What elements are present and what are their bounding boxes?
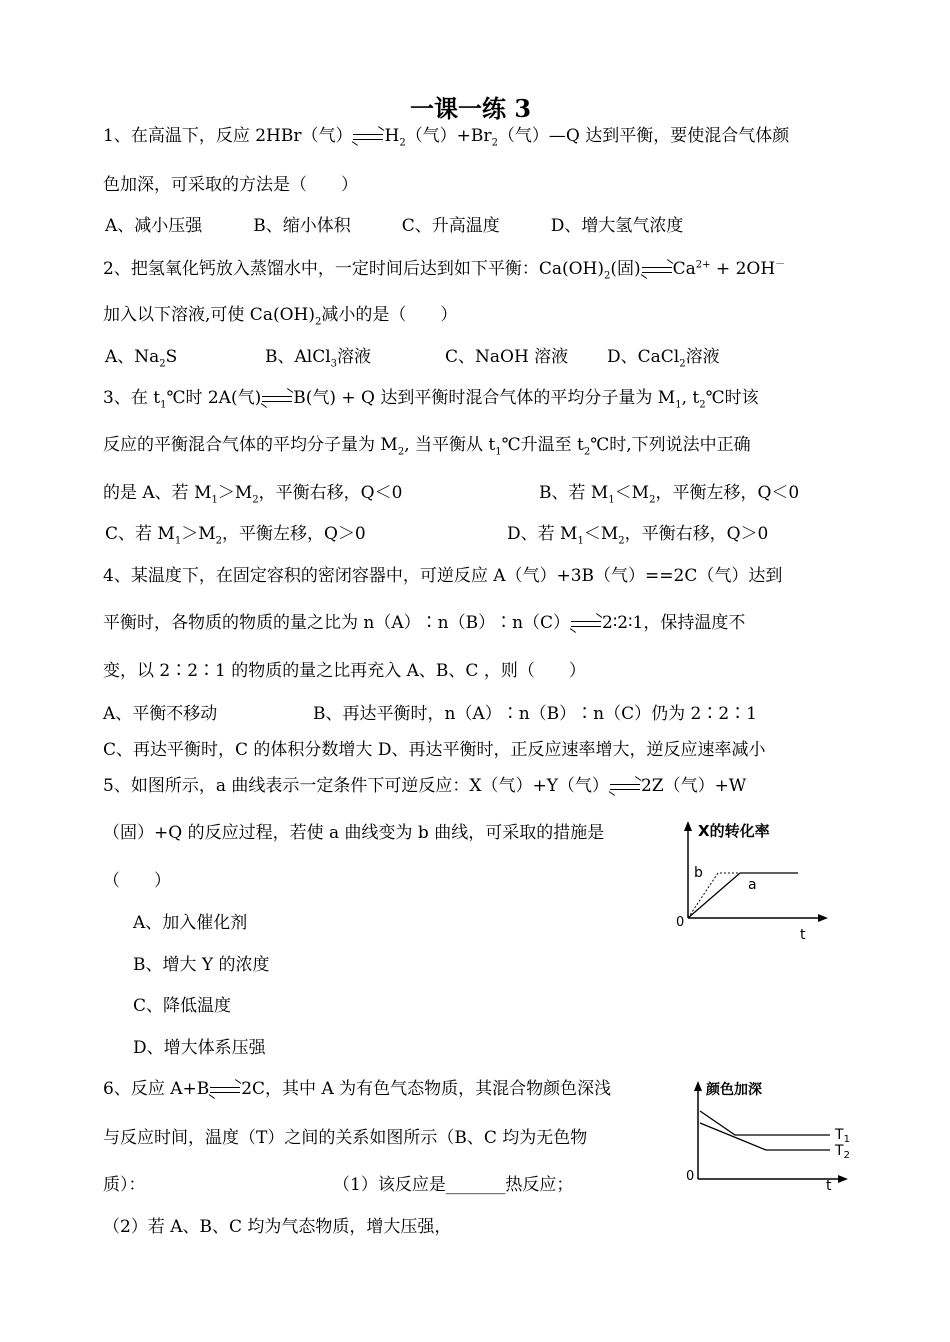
q3-line-3: 的是 A、若 $M_1>M_2$，平衡右移，Q＜0	[103, 483, 403, 506]
q3-line-1: 3、在 $t_1℃$时 2A(气) B(气) + Q 达到平衡时混合气体的平均分子量为 $M_1$, $t_2℃$时该	[103, 388, 759, 411]
graph-y-label: X的转化率	[698, 822, 770, 840]
y-axis-arrow-icon	[684, 821, 692, 831]
equilibrium-arrow-icon	[642, 264, 672, 276]
y-axis-arrow-icon	[694, 1081, 702, 1091]
q2-option-b: B、AlCl$_3$溶液	[265, 347, 372, 370]
graph-y-label: 颜色加深	[706, 1082, 762, 1098]
equilibrium-arrow-icon	[262, 393, 292, 405]
curve-a-label: a	[748, 877, 757, 893]
graph-x-label: t	[800, 927, 806, 943]
q2-line-1: 2、把氢氧化钙放入蒸馏水中，一定时间后达到如下平衡：$Ca(OH)_2$(固) $Ca^{2+} + 2OH^-$	[103, 259, 786, 282]
q6-color-graph	[680, 1074, 855, 1194]
q2-option-c: C、NaOH 溶液	[445, 347, 569, 367]
equilibrium-arrow-icon	[571, 618, 601, 630]
graph-origin-label: 0	[686, 1169, 695, 1184]
q5-line-3: （ ）	[103, 871, 171, 891]
q3-option-b: B、若 $M_1<M_2$，平衡左移，Q＜0	[539, 483, 800, 506]
q4-line-1: 4、某温度下，在固定容积的密闭容器中，可逆反应 A（气）+3B（气）==2C（气）达到	[103, 566, 783, 586]
q2-option-a: A、$Na_2S$	[105, 347, 178, 370]
q1-line-1: 1、在高温下，反应 2HBr（气） $H_2$（气）$+Br_2$（气）—Q 达到平衡，要使混合气体颜	[103, 126, 790, 149]
q3-line-2: 反应的平衡混合气体的平均分子量为 $M_2$, 当平衡从 $t_1℃$升温至 $t_2℃$时,下列说法中正确	[103, 435, 751, 458]
q4-line-2: 平衡时，各物质的物质的量之比为 n（A）∶n（B）∶n（C） 2∶2∶1，保持温度不	[103, 613, 746, 633]
q4-option-a: A、平衡不移动	[103, 704, 218, 724]
q4-option-b: B、再达平衡时，n（A）∶n（B）∶n（C）仍为 2∶2∶1	[313, 704, 757, 724]
q3-option-c: C、若 $M_1>M_2$，平衡左移，Q＞0	[105, 524, 366, 547]
q6-line-1: 6、反应 A+B 2C，其中 A 为有色气态物质，其混合物颜色深浅	[103, 1079, 612, 1099]
curve-b	[688, 873, 800, 918]
graph-x-label: t	[826, 1178, 832, 1194]
q5-line-2: （固）+Q 的反应过程，若使 a 曲线变为 b 曲线，可采取的措施是	[103, 823, 605, 843]
q4-line-3: 变，以 2∶2∶1 的物质的量之比再充入 A、B、C ，则（ ）	[103, 661, 586, 681]
q6-question-1: （1）该反应是_______热反应；	[333, 1175, 574, 1195]
curve-t2-label: $T_2$	[835, 1143, 850, 1161]
curve-a	[688, 873, 798, 918]
equilibrium-arrow-icon	[610, 781, 640, 793]
q6-question-2: （2）若 A、B、C 均为气态物质，增大压强，	[103, 1217, 452, 1237]
x-axis-arrow-icon	[838, 1175, 848, 1183]
q5-option-d: D、增大体系压强	[133, 1038, 266, 1058]
q4-options-cd: C、再达平衡时，C 的体积分数增大 D、再达平衡时，正反应速率增大，逆反应速率减小	[103, 740, 766, 760]
curve-t1-label: $T_1$	[835, 1127, 850, 1145]
page-title: 一课一练 3	[410, 94, 532, 123]
q2-option-d: D、CaCl$_2$溶液	[607, 347, 720, 370]
q5-option-a: A、加入催化剂	[133, 913, 248, 933]
x-axis-arrow-icon	[818, 914, 828, 922]
equilibrium-arrow-icon	[210, 1084, 240, 1096]
q5-option-b: B、增大 Y 的浓度	[133, 955, 270, 975]
q6-line-2: 与反应时间，温度（T）之间的关系如图所示（B、C 均为无色物	[103, 1128, 588, 1148]
curve-t2	[700, 1123, 830, 1150]
q3-option-d: D、若 $M_1<M_2$，平衡右移，Q＞0	[507, 524, 769, 547]
q1-options: A、减小压强 B、缩小体积 C、升高温度 D、增大氢气浓度	[105, 216, 684, 236]
equilibrium-arrow-icon	[353, 131, 383, 143]
graph-origin-label: 0	[676, 915, 685, 930]
q2-line-2: 加入以下溶液,可使 $Ca(OH)_2$减小的是（ ）	[103, 305, 458, 328]
q6-line-3a: 质）：	[103, 1175, 146, 1195]
q5-option-c: C、降低温度	[133, 996, 232, 1016]
q1-line-2: 色加深，可采取的方法是（ ）	[103, 175, 358, 195]
q5-conversion-graph	[670, 815, 840, 950]
curve-b-label: b	[694, 865, 703, 881]
q5-line-1: 5、如图所示，a 曲线表示一定条件下可逆反应：X（气）+Y（气） 2Z（气）+W	[103, 776, 747, 796]
